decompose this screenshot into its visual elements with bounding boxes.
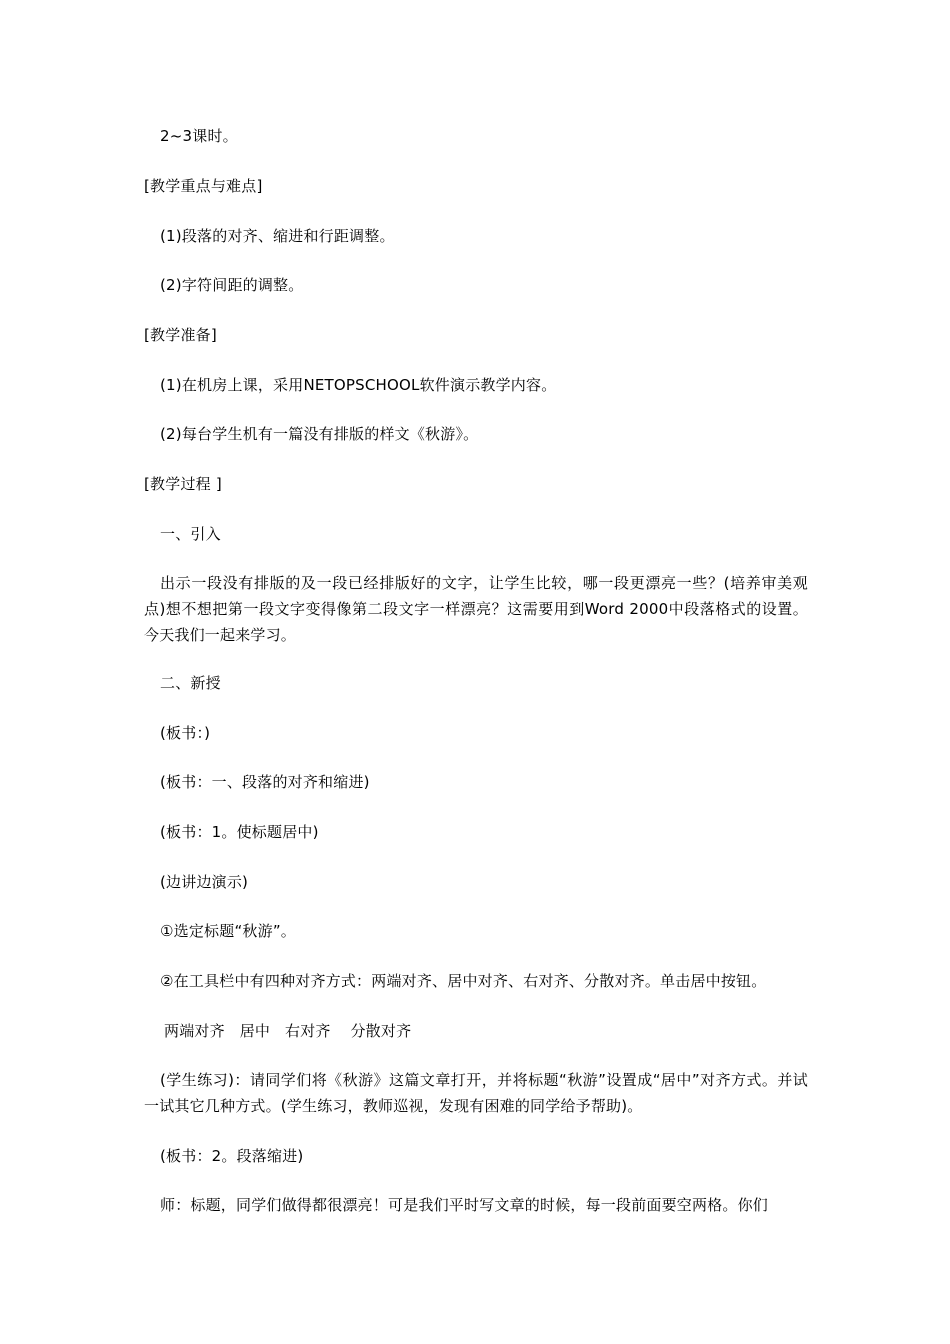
process-step-intro: 一、引入 [160, 525, 221, 543]
key-point-1: (1)段落的对齐、缩进和行距调整。 [160, 227, 395, 245]
preparation-item-1: (1)在机房上课，采用NETOPSCHOOL软件演示教学内容。 [160, 376, 557, 394]
blackboard-note-indent: (板书：2。段落缩进) [160, 1147, 304, 1165]
lesson-duration: 2~3课时。 [160, 127, 238, 145]
alignment-options-list: 两端对齐 居中 右对齐 分散对齐 [164, 1022, 412, 1040]
intro-paragraph: 出示一段没有排版的及一段已经排版好的文字，让学生比较，哪一段更漂亮一些？(培养审美观点)想不想把第一段文字变得像第二段文字一样漂亮？这需要用到Word 2000中段落格式的设置。今天我们一起来学习。 [144, 574, 808, 644]
teacher-remark: 师：标题，同学们做得都很漂亮！可是我们平时写文章的时候，每一段前面要空两格。你们 [160, 1196, 769, 1214]
demo-note: (边讲边演示) [160, 873, 249, 891]
blackboard-note-center-title: (板书：1。使标题居中) [160, 823, 319, 841]
student-practice-paragraph: (学生练习)：请同学们将《秋游》这篇文章打开，并将标题“秋游”设置成“居中”对齐方式。并试一试其它几种方式。(学生练习，教师巡视，发现有困难的同学给予帮助)。 [144, 1071, 808, 1115]
key-point-2: (2)字符间距的调整。 [160, 276, 304, 294]
section-heading-preparation: [教学准备] [144, 326, 217, 344]
preparation-item-2: (2)每台学生机有一篇没有排版的样文《秋游》。 [160, 425, 479, 443]
process-step-new-lesson: 二、新授 [160, 674, 221, 692]
blackboard-note-alignment: (板书：一、段落的对齐和缩进) [160, 773, 370, 791]
blackboard-note: (板书：) [160, 724, 211, 742]
section-heading-key-points: [教学重点与难点] [144, 177, 263, 195]
step-alignment-options: ②在工具栏中有四种对齐方式：两端对齐、居中对齐、右对齐、分散对齐。单击居中按钮。 [160, 972, 767, 990]
step-select-title: ①选定标题“秋游”。 [160, 922, 296, 940]
section-heading-process: [教学过程 ] [144, 475, 222, 493]
